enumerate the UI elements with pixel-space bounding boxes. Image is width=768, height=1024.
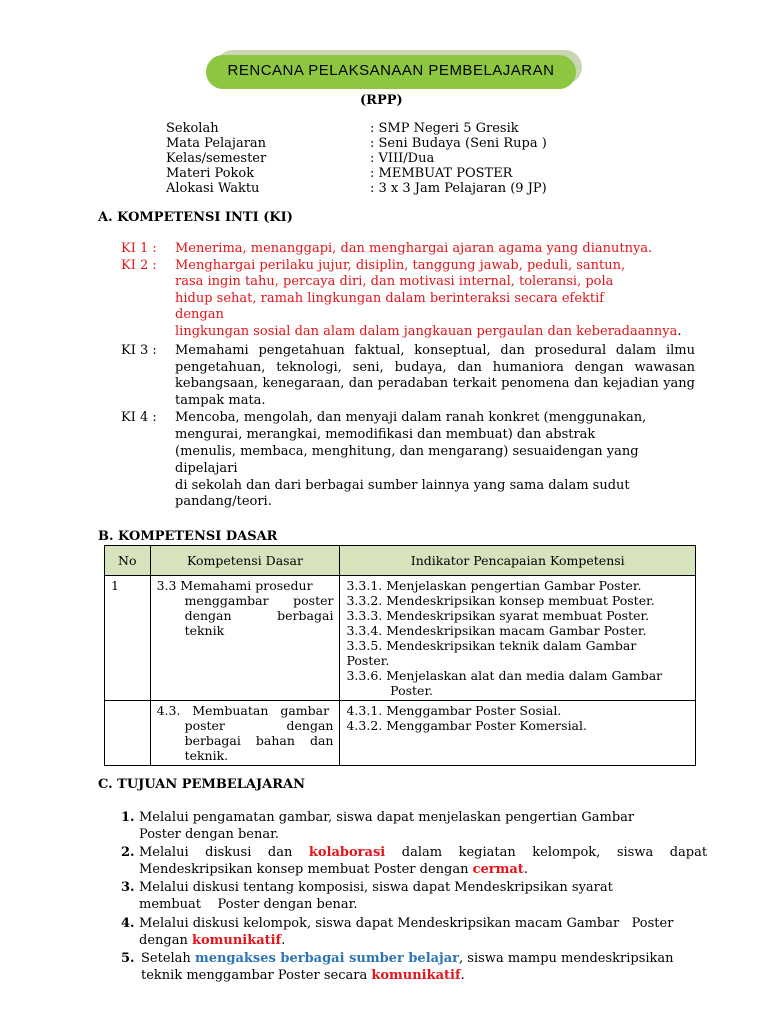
ki4-code: KI 4 : xyxy=(121,410,157,425)
indicator-line: Poster. xyxy=(346,683,434,698)
ki4-line: Mencoba, mengolah, dan menyaji dalam ranah konkret (menggunakan, xyxy=(175,410,647,425)
kd-cell xyxy=(150,701,340,766)
ki4-line: mengurai, merangkai, memodifikasi dan membuat) dan abstrak xyxy=(175,427,596,442)
indicator-line: 4.3.2. Menggambar Poster Komersial. xyxy=(346,718,587,733)
indicator-line: 3.3.2. Mendeskripsikan konsep membuat Poster. xyxy=(346,593,655,608)
ki4-line: di sekolah dan dari berbagai sumber lainnya yang sama dalam sudut xyxy=(175,478,630,493)
identity-label-school: Sekolah xyxy=(166,121,219,136)
ki2-last-line xyxy=(175,324,681,340)
indicator-line: 3.3.3. Mendeskripsikan syarat membuat Poster. xyxy=(346,608,650,623)
section-b-heading: B. KOMPETENSI DASAR xyxy=(98,529,278,544)
highlight-komunikatif: komunikatif xyxy=(191,933,282,948)
document-title: RENCANA PELAKSANAAN PEMBELAJARAN xyxy=(227,62,555,79)
indicator-line: Poster. xyxy=(346,653,390,668)
objective-text: Melalui diskusi dan kolaborasi dalam kegiatan kelompok, siswa dapat xyxy=(139,845,708,860)
table-row xyxy=(105,701,696,766)
indicator-line: 4.3.1. Menggambar Poster Sosial. xyxy=(346,703,562,718)
indicator-cell xyxy=(340,701,696,766)
ki3-line: tampak mata. xyxy=(175,393,266,408)
column-header-indicator: Indikator Pencapaian Kompetensi xyxy=(340,546,696,576)
objective-number: 3. xyxy=(121,880,135,895)
identity-value-school: : SMP Negeri 5 Gresik xyxy=(370,121,519,136)
objective-text: dengan komunikatif. xyxy=(139,933,286,948)
identity-value-time: : 3 x 3 Jam Pelajaran (9 JP) xyxy=(370,181,547,196)
section-a-heading: A. KOMPETENSI INTI (KI) xyxy=(98,210,293,225)
ki2-line: lingkungan sosial dan alam dalam jangkauan pergaulan dan keberadaannya xyxy=(175,324,678,339)
indicator-line: 3.3.4. Mendeskripsikan macam Gambar Poster. xyxy=(346,623,647,638)
highlight-sumber-belajar: mengakses berbagai sumber belajar xyxy=(194,951,460,966)
ki2-end-period: . xyxy=(677,324,682,339)
table-header-row xyxy=(105,546,696,576)
ki4-line: dipelajari xyxy=(175,461,238,476)
ki3-code: KI 3 : xyxy=(121,343,157,358)
objective-text: Melalui diskusi kelompok, siswa dapat Mendeskripsikan macam Gambar Poster xyxy=(139,916,674,931)
highlight-cermat: cermat xyxy=(472,862,524,877)
row-number: 1 xyxy=(105,576,151,701)
identity-value-subject: : Seni Budaya (Seni Rupa ) xyxy=(370,136,547,151)
competency-table xyxy=(104,545,696,766)
objective-number: 5. xyxy=(121,951,135,966)
objective-text: Poster dengan benar. xyxy=(139,827,280,842)
ki4-line: pandang/teori. xyxy=(175,494,272,509)
objective-text: Mendeskripsikan konsep membuat Poster dengan cermat. xyxy=(139,862,528,877)
table-row xyxy=(105,576,696,701)
kd-cell xyxy=(150,576,340,701)
objective-text: membuat Poster dengan benar. xyxy=(139,897,358,912)
kd-rest: menggambar poster dengan berbagai teknik xyxy=(184,593,334,638)
identity-value-class: : VIII/Dua xyxy=(370,151,435,166)
highlight-komunikatif: komunikatif xyxy=(371,968,461,983)
ki2-line: hidup sehat, ramah lingkungan dalam berinteraksi secara efektif xyxy=(175,291,605,306)
indicator-line: 3.3.1. Menjelaskan pengertian Gambar Poster. xyxy=(346,578,642,593)
section-c-heading: C. TUJUAN PEMBELAJARAN xyxy=(98,777,305,792)
ki4-line: (menulis, membaca, menghitung, dan mengarang) sesuaidengan yang xyxy=(175,444,639,459)
ki2-line: Menghargai perilaku jujur, disiplin, tanggung jawab, peduli, santun, xyxy=(175,258,626,273)
ki1-code: KI 1 : xyxy=(121,241,157,256)
kd-lead: 4.3. Membuatan gambar xyxy=(156,703,330,718)
row-number xyxy=(105,701,151,766)
ki3-line: Memahami pengetahuan faktual, konseptual, dan prosedural dalam ilmu xyxy=(175,343,695,358)
identity-value-material: : MEMBUAT POSTER xyxy=(370,166,513,181)
document-subtitle: (RPP) xyxy=(360,93,403,108)
ki2-code: KI 2 : xyxy=(121,258,157,273)
objective-number: 4. xyxy=(121,916,135,931)
identity-label-subject: Mata Pelajaran xyxy=(166,136,267,151)
ki2-line: rasa ingin tahu, percaya diri, dan motivasi internal, toleransi, pola xyxy=(175,274,614,289)
objective-number: 1. xyxy=(121,810,135,825)
ki3-line: pengetahuan, teknologi, seni, budaya, dan humaniora dengan wawasan xyxy=(175,360,695,375)
identity-label-class: Kelas/semester xyxy=(166,151,267,166)
objective-number: 2. xyxy=(121,845,135,860)
indicator-line: 3.3.6. Menjelaskan alat dan media dalam Gambar xyxy=(346,668,663,683)
objective-text: Melalui pengamatan gambar, siswa dapat menjelaskan pengertian Gambar xyxy=(139,810,635,825)
column-header-no: No xyxy=(105,546,151,576)
ki3-line: kebangsaan, kenegaraan, dan peradaban terkait penomena dan kejadian yang xyxy=(175,376,695,391)
objective-text: Melalui diskusi tentang komposisi, siswa dapat Mendeskripsikan syarat xyxy=(139,880,613,895)
identity-label-time: Alokasi Waktu xyxy=(166,181,260,196)
indicator-line: 3.3.5. Mendeskripsikan teknik dalam Gambar xyxy=(346,638,637,653)
objective-text: teknik menggambar Poster secara komunikatif. xyxy=(141,968,465,983)
kd-lead: 3.3 Memahami prosedur xyxy=(156,578,313,593)
ki1-text: Menerima, menanggapi, dan menghargai ajaran agama yang dianutnya. xyxy=(175,241,653,256)
identity-label-material: Materi Pokok xyxy=(166,166,255,181)
ki2-line: dengan xyxy=(175,307,224,322)
highlight-kolaborasi: kolaborasi xyxy=(308,845,386,860)
indicator-cell xyxy=(340,576,696,701)
kd-rest: poster dengan berbagai bahan dan teknik. xyxy=(184,718,334,763)
objective-text: Setelah mengakses berbagai sumber belajar, siswa mampu mendeskripsikan xyxy=(141,951,674,966)
column-header-kd: Kompetensi Dasar xyxy=(150,546,340,576)
